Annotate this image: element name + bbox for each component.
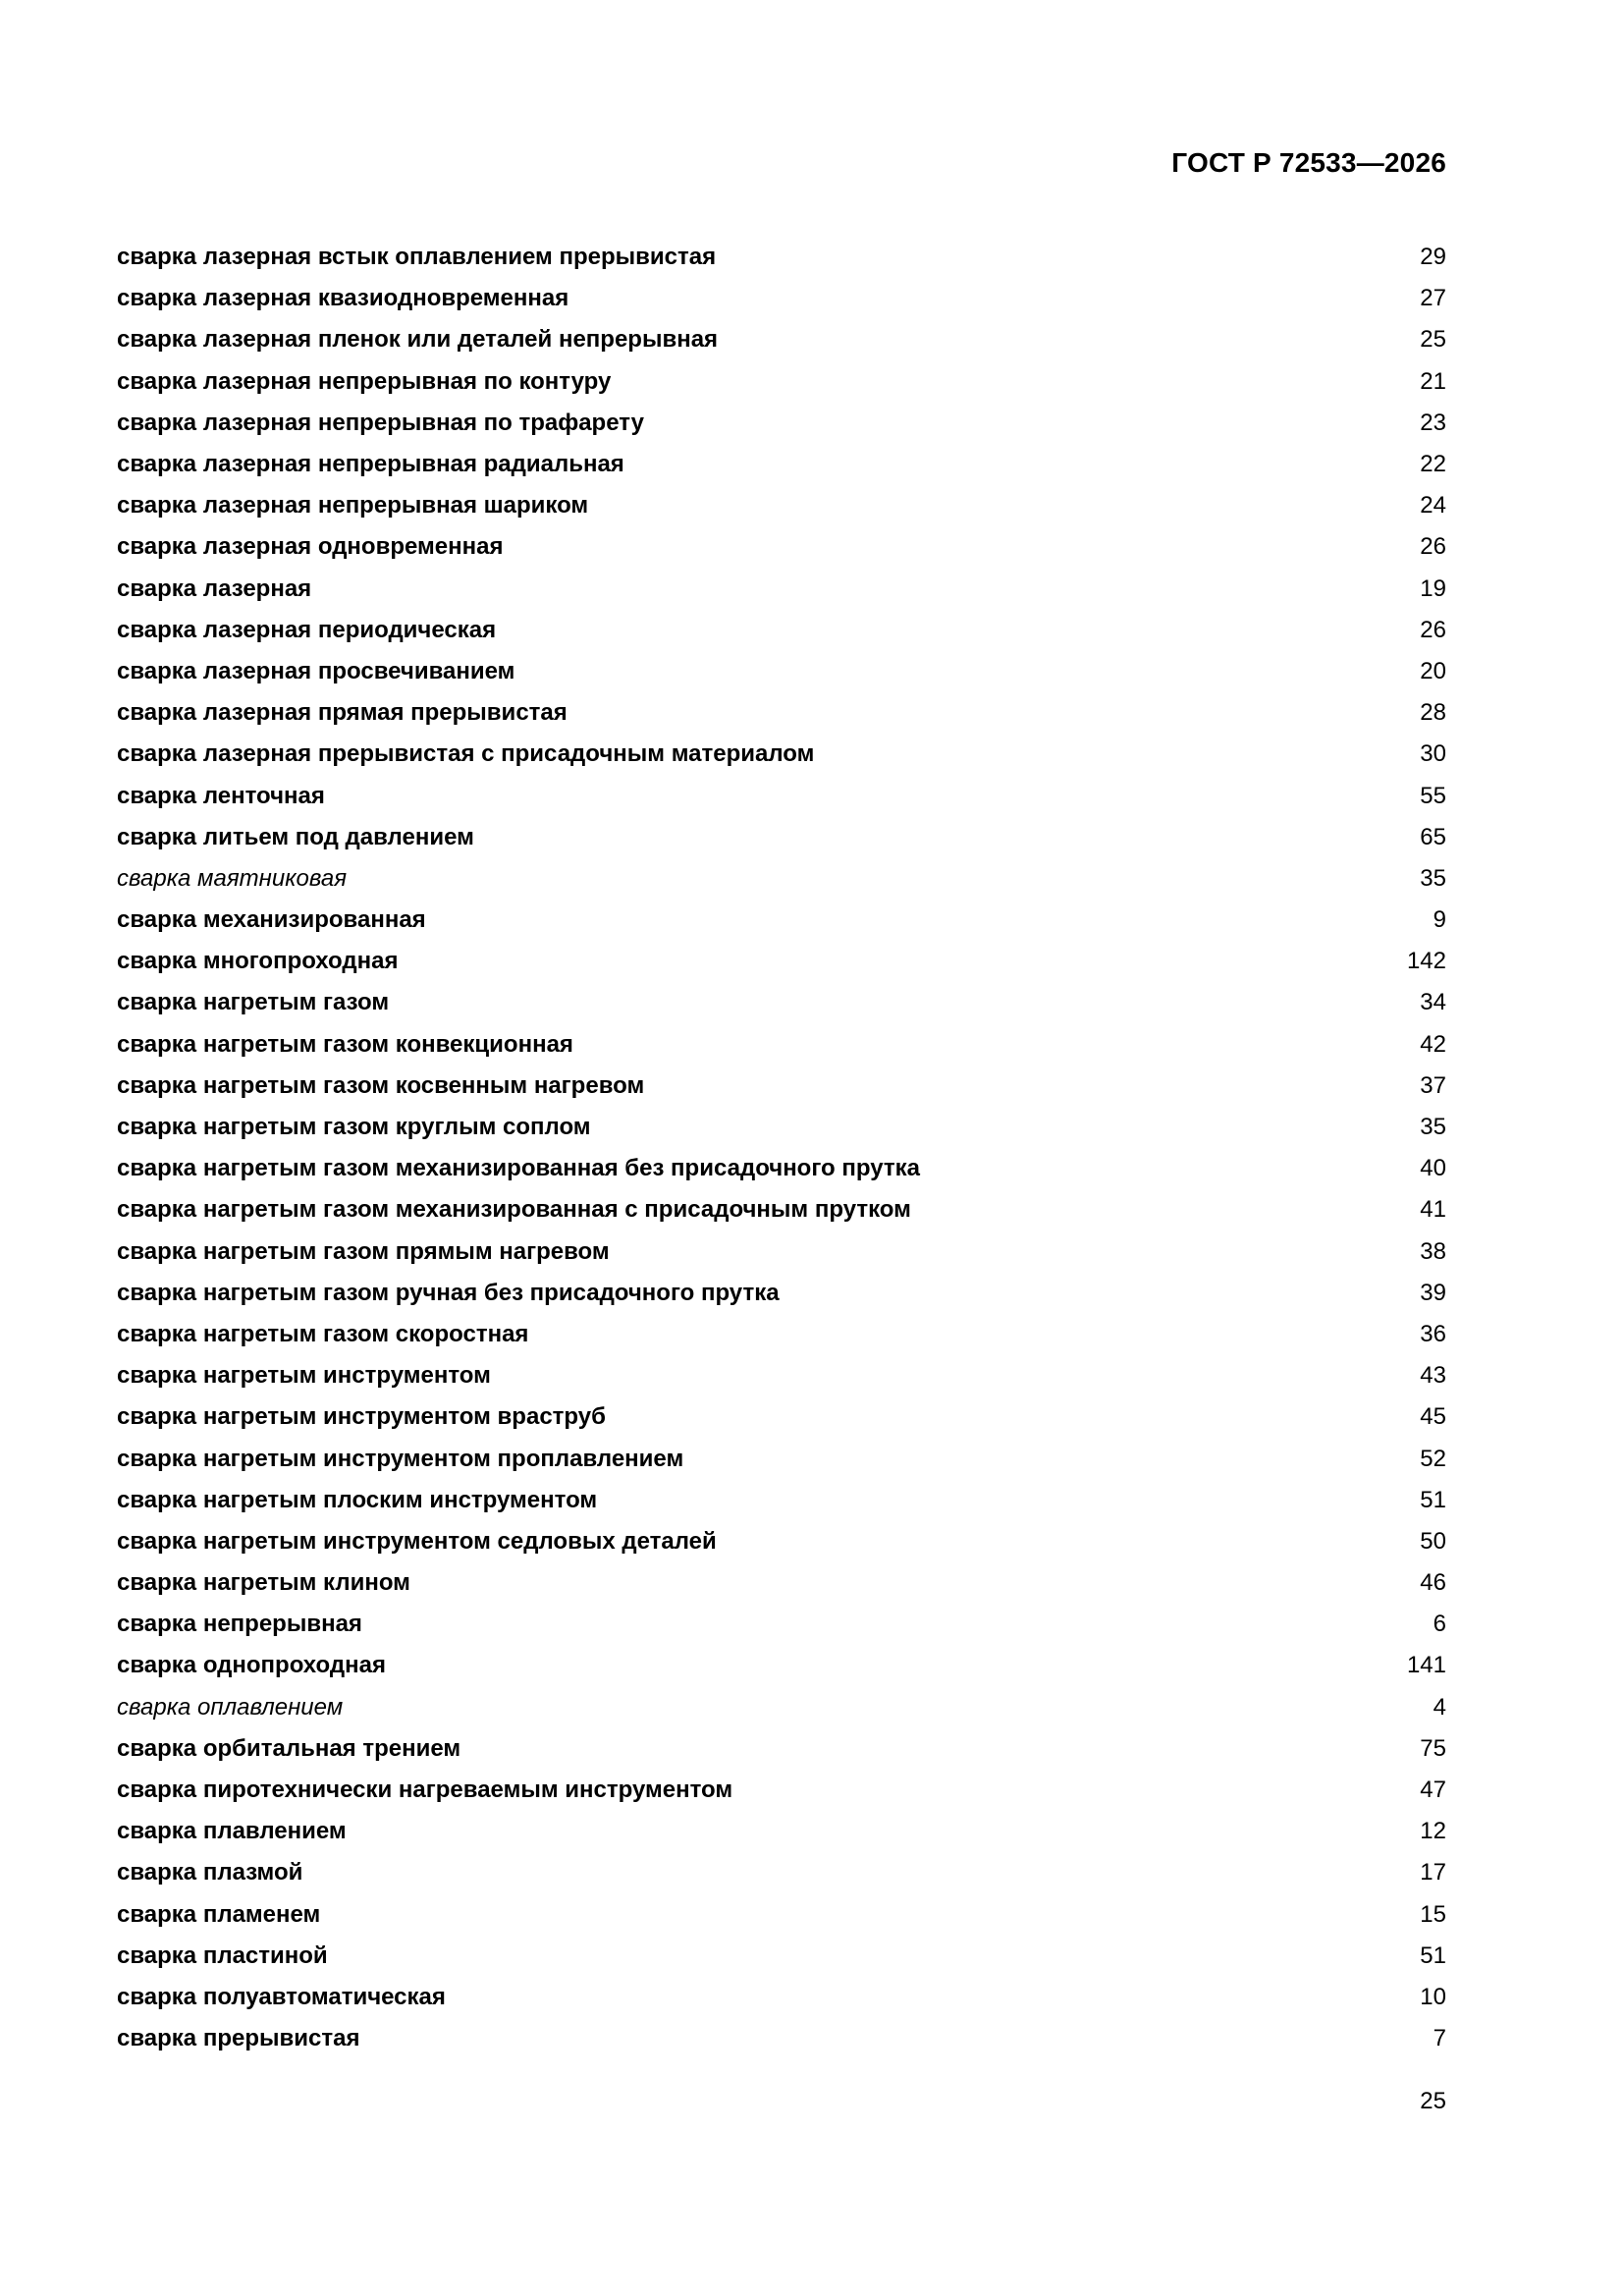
index-term: сварка лазерная прямая прерывистая [117, 699, 568, 727]
index-term: сварка лазерная непрерывная радиальная [117, 451, 624, 478]
index-term: сварка нагретым газом механизированная с присадочным прутком [117, 1196, 911, 1224]
index-page-ref: 26 [1420, 616, 1446, 643]
index-page-ref: 65 [1420, 823, 1446, 850]
index-page-ref: 21 [1420, 367, 1446, 395]
index-entry [117, 1438, 1446, 1479]
index-page-ref: 141 [1406, 1652, 1446, 1679]
index-term: сварка нагретым газом скоростная [117, 1320, 529, 1347]
index-page-ref: 34 [1420, 989, 1446, 1016]
index-entry [117, 734, 1446, 775]
index-page-ref: 19 [1420, 574, 1446, 602]
index-page-ref: 42 [1420, 1030, 1446, 1058]
index-term: сварка прерывистая [117, 2025, 360, 2052]
index-entry [117, 900, 1446, 941]
index-entry [117, 485, 1446, 526]
index-term: сварка нагретым газом круглым соплом [117, 1114, 591, 1141]
index-entry [117, 817, 1446, 858]
index-entry [117, 1852, 1446, 1893]
index-page-ref: 7 [1433, 2025, 1446, 2052]
index-page-ref: 39 [1420, 1279, 1446, 1306]
index-entry [117, 1066, 1446, 1107]
index-entry [117, 651, 1446, 692]
index-term: сварка лазерная встык оплавлением прерывистая [117, 244, 717, 271]
index-entry [117, 1977, 1446, 2018]
index-term: сварка нагретым инструментом седловых деталей [117, 1527, 717, 1555]
index-entry [117, 444, 1446, 485]
index-term: сварка лазерная непрерывная по трафарету [117, 409, 644, 436]
index-term: сварка нагретым плоским инструментом [117, 1486, 598, 1513]
index-term: сварка лазерная периодическая [117, 616, 497, 643]
index-page-ref: 35 [1420, 864, 1446, 892]
index-term: сварка непрерывная [117, 1611, 362, 1638]
document-standard-code: ГОСТ Р 72533—2026 [1171, 147, 1446, 178]
index-term: сварка нагретым газом косвенным нагревом [117, 1071, 645, 1099]
index-page-ref: 9 [1433, 906, 1446, 934]
index-entry [117, 610, 1446, 651]
index-page-ref: 29 [1420, 244, 1446, 271]
index-entry [117, 941, 1446, 982]
index-page-ref: 55 [1420, 782, 1446, 809]
index-entry [117, 1562, 1446, 1604]
index-entry [117, 1811, 1446, 1852]
index-term: сварка пластиной [117, 1941, 328, 1969]
index-page-ref: 51 [1420, 1486, 1446, 1513]
index-term: сварка лазерная пленок или деталей непрерывная [117, 326, 719, 354]
index-entry [117, 526, 1446, 568]
index-term: сварка многопроходная [117, 948, 399, 975]
index-term: сварка нагретым клином [117, 1569, 410, 1597]
index-entry [117, 2018, 1446, 2059]
index-entry [117, 1107, 1446, 1148]
index-entry [117, 692, 1446, 734]
index-term: сварка лазерная непрерывная по контуру [117, 367, 612, 395]
index-entry [117, 1189, 1446, 1230]
index-entry [117, 1314, 1446, 1355]
index-page-ref: 35 [1420, 1114, 1446, 1141]
index-page-ref: 27 [1420, 285, 1446, 312]
term-index-list [117, 237, 1446, 2059]
index-term: сварка орбитальная трением [117, 1734, 461, 1762]
index-term: сварка нагретым газом конвекционная [117, 1030, 573, 1058]
index-term: сварка лазерная [117, 574, 312, 602]
index-term: сварка пламенем [117, 1900, 321, 1928]
index-entry [117, 858, 1446, 900]
index-term: сварка плавлением [117, 1818, 347, 1845]
index-term: сварка литьем под давлением [117, 823, 474, 850]
index-page-ref: 50 [1420, 1527, 1446, 1555]
index-page-ref: 75 [1420, 1734, 1446, 1762]
index-page-ref: 52 [1420, 1445, 1446, 1472]
index-page-ref: 38 [1420, 1237, 1446, 1265]
index-term: сварка нагретым газом прямым нагревом [117, 1237, 610, 1265]
index-entry [117, 1355, 1446, 1396]
index-page-ref: 20 [1420, 657, 1446, 684]
index-term: сварка нагретым газом механизированная без присадочного прутка [117, 1155, 920, 1182]
index-term: сварка полуавтоматическая [117, 1983, 446, 2010]
index-entry [117, 1728, 1446, 1770]
index-entry [117, 361, 1446, 403]
index-page-ref: 30 [1420, 740, 1446, 768]
index-entry [117, 982, 1446, 1023]
index-page-ref: 46 [1420, 1569, 1446, 1597]
index-entry [117, 1770, 1446, 1811]
index-entry [117, 1148, 1446, 1189]
index-entry [117, 1480, 1446, 1521]
index-page-ref: 25 [1420, 326, 1446, 354]
index-term: сварка механизированная [117, 906, 426, 934]
index-page-ref: 28 [1420, 699, 1446, 727]
index-page-ref: 12 [1420, 1818, 1446, 1845]
index-term: сварка пиротехнически нагреваемым инструментом [117, 1777, 733, 1804]
index-page-ref: 24 [1420, 492, 1446, 519]
index-page-ref: 51 [1420, 1941, 1446, 1969]
index-entry [117, 1894, 1446, 1936]
index-entry [117, 237, 1446, 278]
index-page-ref: 15 [1420, 1900, 1446, 1928]
index-page-ref: 40 [1420, 1155, 1446, 1182]
index-term: сварка лазерная просвечиванием [117, 657, 515, 684]
index-term: сварка нагретым газом [117, 989, 390, 1016]
index-entry [117, 1645, 1446, 1686]
index-entry [117, 319, 1446, 360]
index-page-ref: 10 [1420, 1983, 1446, 2010]
index-term: сварка ленточная [117, 782, 325, 809]
index-entry [117, 1604, 1446, 1645]
index-page-ref: 142 [1406, 948, 1446, 975]
index-term: сварка нагретым газом ручная без присадочного прутка [117, 1279, 780, 1306]
index-entry [117, 1273, 1446, 1314]
index-page-ref: 37 [1420, 1071, 1446, 1099]
index-page-ref: 23 [1420, 409, 1446, 436]
index-page-ref: 45 [1420, 1403, 1446, 1431]
index-term: сварка нагретым инструментом проплавлением [117, 1445, 684, 1472]
index-page-ref: 6 [1433, 1611, 1446, 1638]
index-entry [117, 569, 1446, 610]
index-entry [117, 1024, 1446, 1066]
index-term: сварка нагретым инструментом [117, 1362, 491, 1390]
index-page-ref: 36 [1420, 1320, 1446, 1347]
index-entry [117, 1231, 1446, 1273]
index-entry [117, 1521, 1446, 1562]
index-term: сварка оплавлением [117, 1693, 344, 1721]
index-entry [117, 403, 1446, 444]
index-term: сварка однопроходная [117, 1652, 386, 1679]
index-term: сварка лазерная одновременная [117, 533, 504, 561]
index-entry [117, 775, 1446, 816]
index-page-ref: 4 [1433, 1693, 1446, 1721]
index-page-ref: 17 [1420, 1859, 1446, 1886]
page-number: 25 [1420, 2088, 1446, 2114]
index-term: сварка плазмой [117, 1859, 303, 1886]
index-page-ref: 22 [1420, 451, 1446, 478]
index-entry [117, 278, 1446, 319]
index-term: сварка маятниковая [117, 864, 348, 892]
index-page-ref: 26 [1420, 533, 1446, 561]
index-entry [117, 1936, 1446, 1977]
index-page-ref: 41 [1420, 1196, 1446, 1224]
index-page-ref: 43 [1420, 1362, 1446, 1390]
index-entry [117, 1687, 1446, 1728]
index-term: сварка лазерная непрерывная шариком [117, 492, 589, 519]
index-term: сварка нагретым инструментом враструб [117, 1403, 606, 1431]
index-page-ref: 47 [1420, 1777, 1446, 1804]
index-term: сварка лазерная квазиодновременная [117, 285, 569, 312]
index-entry [117, 1396, 1446, 1438]
index-term: сварка лазерная прерывистая с присадочным материалом [117, 740, 815, 768]
